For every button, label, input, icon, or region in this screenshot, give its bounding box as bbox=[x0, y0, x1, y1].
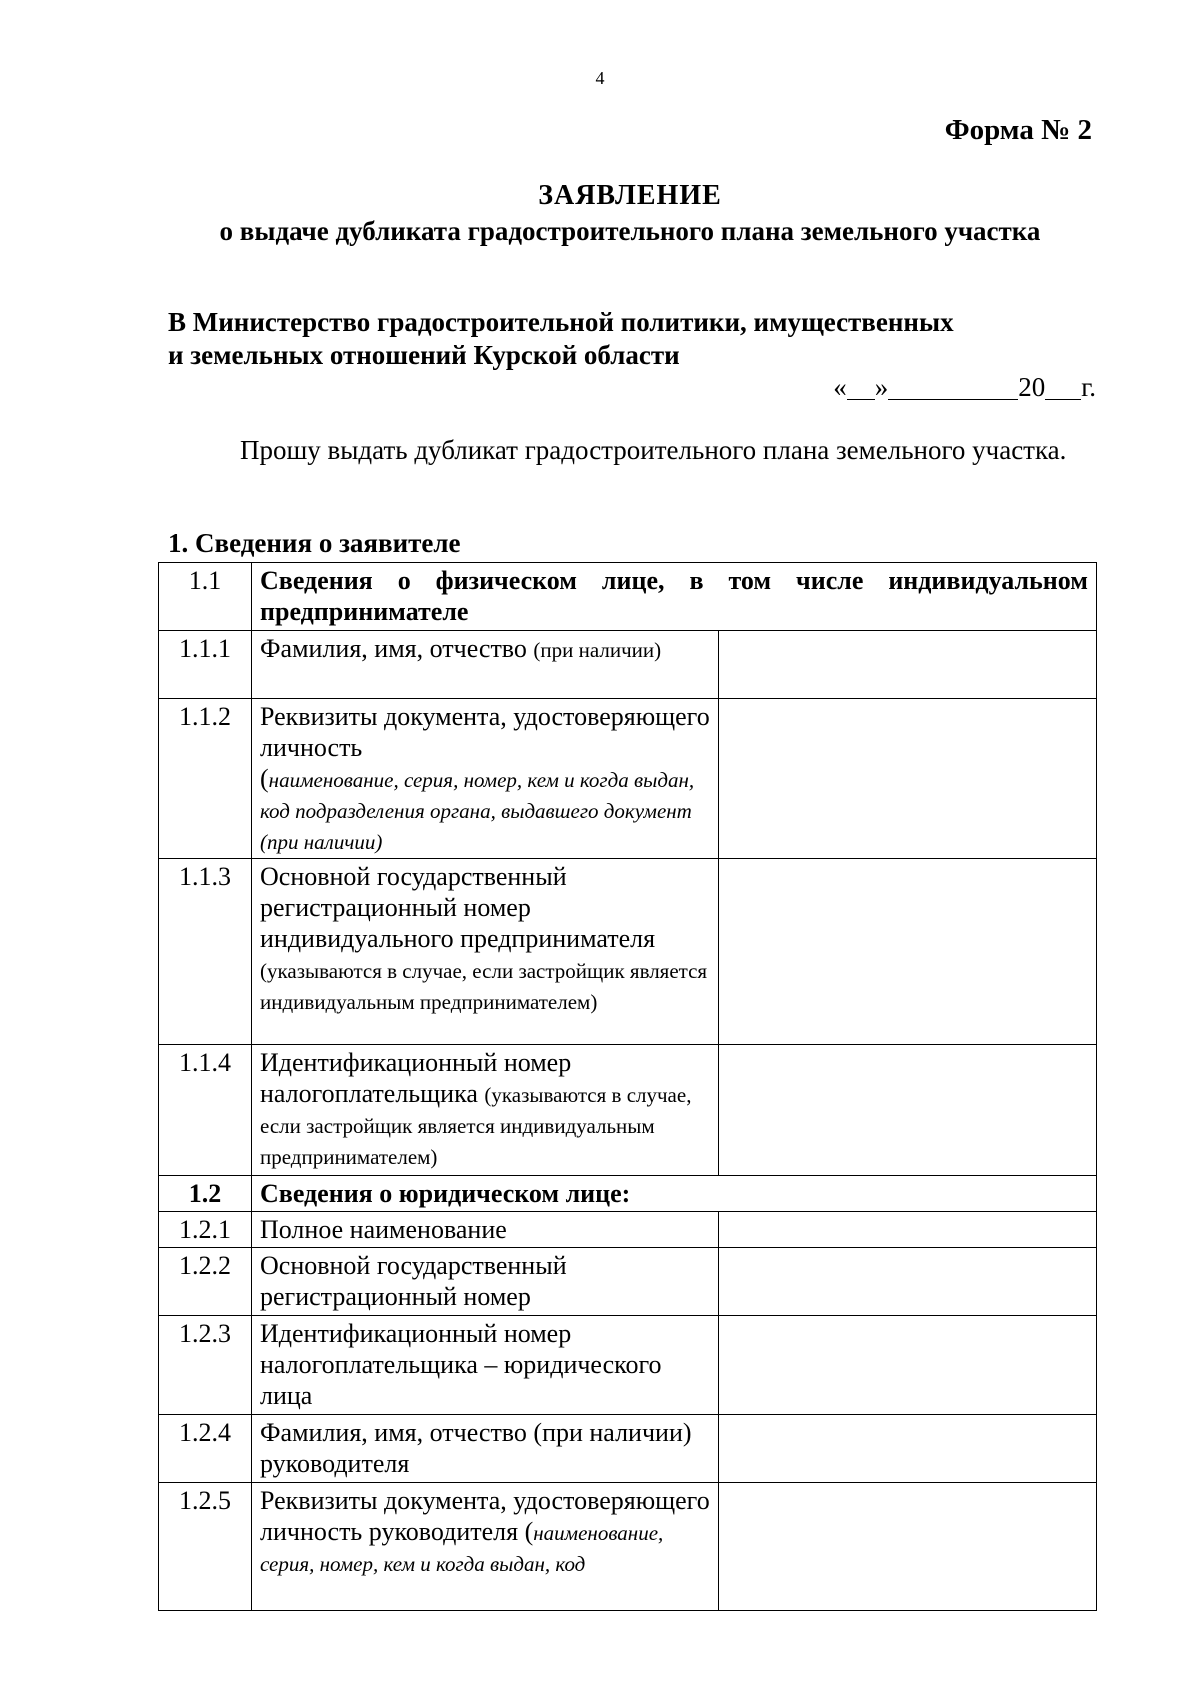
full-name-legal-value[interactable] bbox=[719, 1212, 1097, 1248]
year-field[interactable] bbox=[1045, 375, 1081, 400]
date-close-quote: » bbox=[874, 372, 889, 402]
date-line bbox=[833, 372, 1096, 403]
field-label-text: Идентификационный номер налогоплательщика bbox=[260, 1048, 572, 1108]
row-number: 1.2.3 bbox=[159, 1316, 252, 1415]
field-note: (при наличии) bbox=[533, 638, 662, 662]
note-paren: ( bbox=[260, 764, 269, 793]
applicant-info-table bbox=[158, 562, 1097, 1611]
field-label: Фамилия, имя, отчество (при наличии) руководителя bbox=[252, 1415, 719, 1483]
head-identity-document-value[interactable] bbox=[719, 1483, 1097, 1611]
row-number: 1.2.4 bbox=[159, 1415, 252, 1483]
full-name-value[interactable] bbox=[719, 631, 1097, 699]
table-row bbox=[159, 1316, 1097, 1415]
field-label-text: Фамилия, имя, отчество bbox=[260, 634, 527, 663]
row-number: 1.1 bbox=[159, 563, 252, 631]
request-text: Прошу выдать дубликат градостроительного плана земельного участка. bbox=[240, 435, 1067, 465]
row-number: 1.1.1 bbox=[159, 631, 252, 699]
ogrnip-value[interactable] bbox=[719, 859, 1097, 1045]
identity-document-value[interactable] bbox=[719, 699, 1097, 859]
addressee bbox=[168, 306, 1148, 372]
field-label-text: Основной государственный регистрационный номер индивидуального предпринимателя bbox=[260, 862, 656, 953]
table-row bbox=[159, 1212, 1097, 1248]
document-title: ЗАЯВЛЕНИЕ bbox=[538, 180, 722, 211]
year-prefix: 20 bbox=[1018, 372, 1046, 402]
field-label-text: Реквизиты документа, удостоверяющего личность bbox=[260, 702, 710, 762]
date-open-quote: « bbox=[833, 372, 847, 402]
field-label bbox=[252, 1045, 719, 1176]
row-number: 1.1.3 bbox=[159, 859, 252, 1045]
row-number: 1.1.2 bbox=[159, 699, 252, 859]
field-note: наименование, серия, номер, кем и когда выдан, код подразделения органа, выдавшего документ (при наличии) bbox=[260, 768, 695, 854]
field-label-text: Реквизиты документа, удостоверяющего личность руководителя bbox=[260, 1486, 710, 1546]
field-note: (указываются в случае, если застройщик является индивидуальным предпринимателем) bbox=[260, 959, 708, 1014]
table-row bbox=[159, 1176, 1097, 1212]
addressee-line-2: и земельных отношений Курской области bbox=[168, 340, 680, 370]
section-heading: 1. Сведения о заявителе bbox=[168, 528, 461, 558]
day-field[interactable] bbox=[847, 375, 875, 400]
section-label-individual: Сведения о физическом лице, в том числе индивидуальном предпринимателе bbox=[252, 563, 1097, 631]
field-note: (указываются в случае, если застройщик является индивидуальным предпринимателем) bbox=[260, 1083, 692, 1169]
table-row bbox=[159, 859, 1097, 1045]
table-row bbox=[159, 631, 1097, 699]
table-row bbox=[159, 563, 1097, 631]
inn-legal-value[interactable] bbox=[719, 1316, 1097, 1415]
table-row bbox=[159, 1045, 1097, 1176]
form-number: Форма № 2 bbox=[944, 114, 1092, 146]
head-name-value[interactable] bbox=[719, 1415, 1097, 1483]
field-label bbox=[252, 859, 719, 1045]
inn-individual-value[interactable] bbox=[719, 1045, 1097, 1176]
year-suffix: г. bbox=[1081, 372, 1096, 402]
table-row bbox=[159, 1483, 1097, 1611]
field-label bbox=[252, 631, 719, 699]
ogrn-value[interactable] bbox=[719, 1248, 1097, 1316]
section-label-legal: Сведения о юридическом лице: bbox=[252, 1176, 1097, 1212]
row-number: 1.2 bbox=[159, 1176, 252, 1212]
field-note: наименование, серия, номер, кем и когда выдан, код bbox=[260, 1521, 664, 1576]
row-number: 1.1.4 bbox=[159, 1045, 252, 1176]
table-row bbox=[159, 699, 1097, 859]
table-row bbox=[159, 1415, 1097, 1483]
page-number: 4 bbox=[595, 68, 605, 88]
document-subtitle: о выдаче дубликата градостроительного плана земельного участка bbox=[219, 216, 1041, 246]
row-number: 1.2.5 bbox=[159, 1483, 252, 1611]
month-field[interactable] bbox=[888, 375, 1018, 400]
addressee-line-1: В Министерство градостроительной политики, имущественных bbox=[168, 307, 954, 337]
table-row bbox=[159, 1248, 1097, 1316]
field-label: Основной государственный регистрационный номер bbox=[252, 1248, 719, 1316]
field-label: Полное наименование bbox=[252, 1212, 719, 1248]
field-label bbox=[252, 699, 719, 859]
field-label bbox=[252, 1483, 719, 1611]
note-paren: ( bbox=[524, 1517, 534, 1546]
row-number: 1.2.1 bbox=[159, 1212, 252, 1248]
field-label: Идентификационный номер налогоплательщика – юридического лица bbox=[252, 1316, 719, 1415]
row-number: 1.2.2 bbox=[159, 1248, 252, 1316]
